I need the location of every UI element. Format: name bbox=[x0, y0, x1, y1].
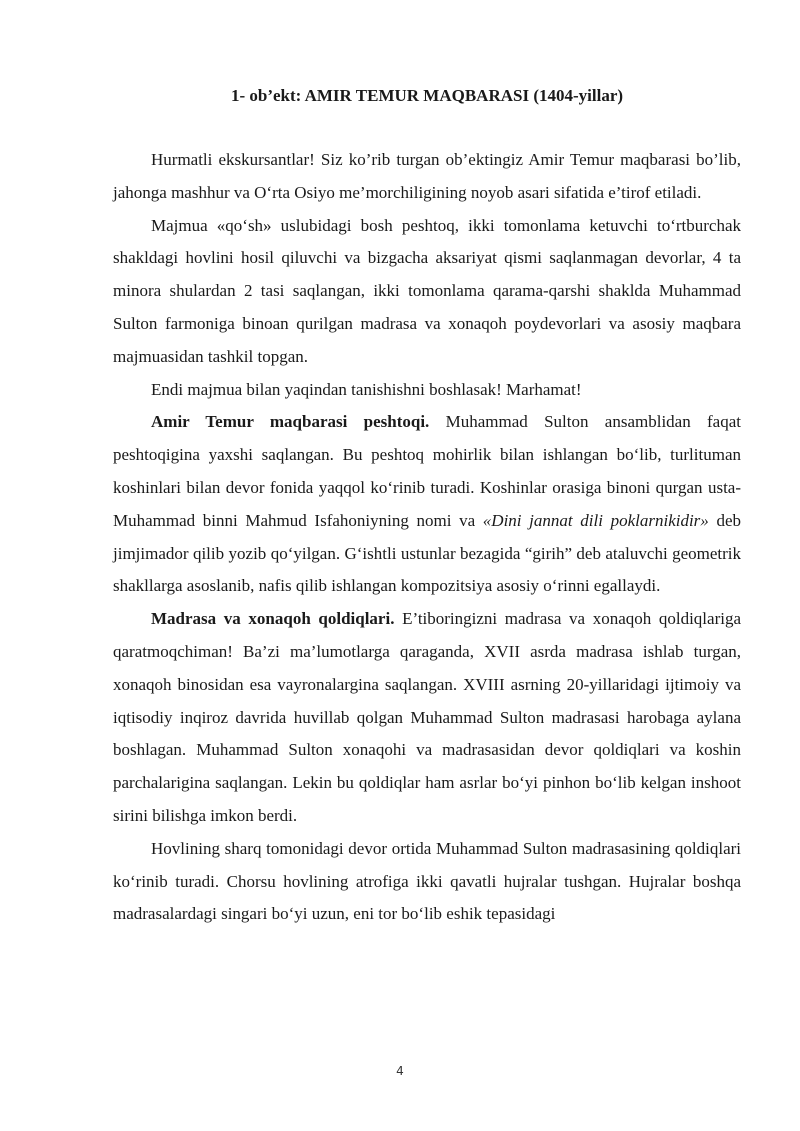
madrasa-text: E’tiboringizni madrasa va xonaqoh qoldiqlariga qaratmoqchiman! Ba’zi ma’lumotlarga qaraganda, XVII asrda madrasa ishlab turgan, xonaqoh binosidan esa vayronalargina saqlangan. XVIII asrning 20-yillaridagi ijtimoiy va iqtisodiy inqiroz davrida huvillab qolgan Muhammad Sulton madrasasi harobaga aylana boshlagan. Muhammad Sulton xonaqohi va madrasasidan devor qoldiqlari va koshin parchalarigina saqlangan. Lekin bu qoldiqlar ham asrlar bo‘yi pinhon bo‘lib kelgan inshoot sirini bilishga imkon berdi. bbox=[113, 609, 742, 825]
madrasa-heading: Madrasa va xonaqoh qoldiqlari. bbox=[151, 609, 395, 629]
paragraph-portal bbox=[113, 406, 741, 603]
portal-inscription: «Dini jannat dili poklarnikidir» bbox=[482, 510, 709, 530]
paragraph-introduction: Hurmatli ekskursantlar! Siz ko’rib turgan ob’ektingiz Amir Temur maqbarasi bo’lib, jahonga mashhur va O‘rta Osiyo me’morchiligining noyob asari sifatida e’tirof etiladi. bbox=[113, 150, 741, 202]
paragraph-complex-description: Majmua «qo‘sh» uslubidagi bosh peshtoq, ikki tomonlama ketuvchi to‘rtburchak shakldagi hovlini hosil qiluvchi va bizgacha aksariyat qismi saqlanmagan devorlar, 4 ta minora shulardan 2 tasi saqlangan, ikki tomonlama qarama-qarshi shaklda Muhammad Sulton farmoniga binoan qurilgan madrasa va xonaqoh poydevorlari va asosiy maqbara majmuasidan tashkil topgan. bbox=[113, 215, 741, 366]
document-title: 1- ob’ekt: AMIR TEMUR MAQBARASI (1404-yillar) bbox=[230, 86, 624, 105]
paragraph-madrasa-remains bbox=[113, 603, 741, 833]
document-body bbox=[113, 144, 741, 931]
paragraph-courtyard: Hovlining sharq tomonidagi devor ortida Muhammad Sulton madrasasining qoldiqlari ko‘rinib turadi. Chorsu hovlining atrofiga ikki qavatli hujralar tushgan. Hujralar boshqa madrasalardagi singari bo‘yi uzun, eni tor bo‘lib eshik tepasidagi bbox=[113, 838, 741, 924]
portal-text-2: deb jimjimador qilib yozib qo‘yilgan. G‘ishtli ustunlar bezagida “girih” deb ataluvchi geometrik shakllarga asoslanib, nafis qilib ishlangan kompozitsiya asosiy o‘rinni egallaydi. bbox=[113, 510, 741, 596]
paragraph-invitation: Endi majmua bilan yaqindan tanishishni boshlasak! Marhamat! bbox=[151, 379, 582, 399]
portal-text-1: Muhammad Sulton ansamblidan faqat peshtoqigina yaxshi saqlangan. Bu peshtoq mohirlik bilan ishlangan bo‘lib, turlituman koshinlari bilan devor fonida yaqqol ko‘rinib turadi. Koshinlar orasiga binoni qurgan usta-Muhammad binni Mahmud Isfahoniyning nomi va bbox=[113, 412, 741, 530]
page-number: 4 bbox=[396, 1064, 404, 1078]
portal-heading: Amir Temur maqbarasi peshtoqi. bbox=[151, 412, 430, 432]
